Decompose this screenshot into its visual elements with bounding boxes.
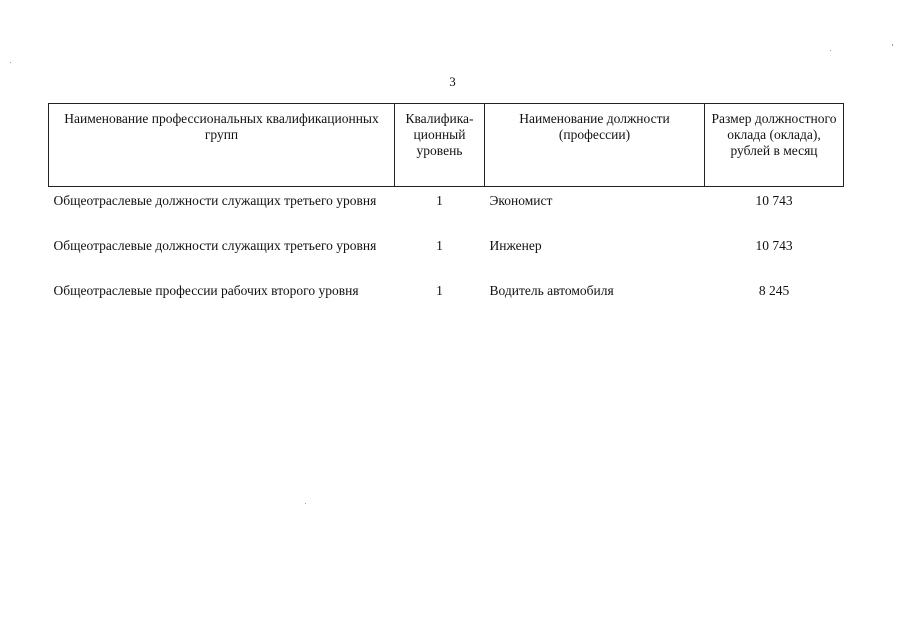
cell-level: 1 — [436, 193, 443, 208]
cell-position: Водитель автомобиля — [489, 283, 614, 298]
cell-salary: 10 743 — [755, 238, 793, 253]
cell-group: Общеотраслевые профессии рабочих второго уровня — [53, 283, 359, 298]
scan-speck — [305, 503, 306, 504]
table-row — [49, 187, 844, 233]
cell-salary: 10 743 — [755, 193, 793, 208]
scan-speck — [830, 50, 831, 51]
cell-salary: 8 245 — [758, 283, 790, 298]
cell-level: 1 — [436, 283, 443, 298]
header-level: Квалифика-ционный уровень — [395, 104, 485, 187]
header-group: Наименование профессиональных квалификационных групп — [49, 104, 395, 187]
cell-group: Общеотраслевые должности служащих третьего уровня — [53, 238, 377, 253]
header-position: Наименование должности (профессии) — [485, 104, 705, 187]
salary-table-container — [48, 103, 843, 322]
cell-level: 1 — [436, 238, 443, 253]
header-salary: Размер должностного оклада (оклада), рублей в месяц — [705, 104, 844, 187]
scan-speck — [892, 44, 893, 46]
cell-position: Инженер — [489, 238, 542, 253]
table-row — [49, 232, 844, 277]
table-row — [49, 277, 844, 322]
cell-group: Общеотраслевые должности служащих третьего уровня — [53, 193, 377, 208]
salary-table — [48, 103, 844, 322]
table-header-row — [49, 104, 844, 187]
scan-speck — [10, 62, 11, 63]
cell-position: Экономист — [489, 193, 553, 208]
page-number: 3 — [449, 74, 456, 89]
